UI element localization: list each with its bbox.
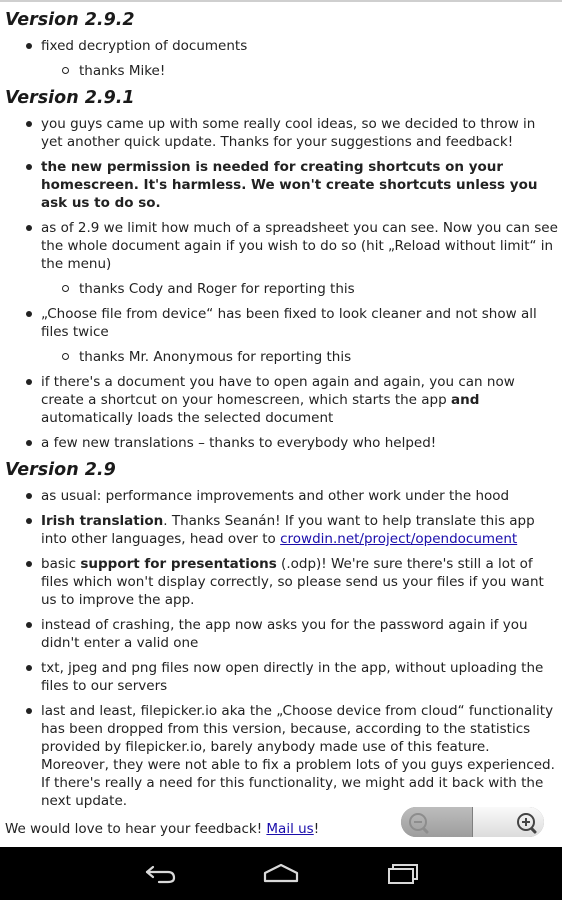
item-text: „Choose file from device“ has been fixed to look cleaner and not show all files twice — [41, 306, 537, 340]
version-heading: Version 2.9.2 — [5, 10, 135, 30]
recent-apps-icon — [381, 855, 421, 891]
recent-apps-button[interactable] — [366, 855, 436, 891]
changelog-list — [0, 115, 562, 452]
zoom-out-button[interactable] — [401, 807, 473, 837]
feedback-line — [5, 820, 319, 838]
changelog-item — [0, 115, 562, 151]
back-button[interactable] — [126, 855, 196, 891]
bullet-icon — [26, 708, 32, 714]
changelog-item — [0, 702, 562, 810]
changelog-item — [0, 512, 562, 548]
changelog-item — [0, 434, 562, 452]
changelog-item — [0, 659, 562, 695]
home-icon — [261, 855, 301, 891]
bullet-icon — [26, 121, 32, 127]
sub-item — [41, 348, 558, 366]
changelog-item — [0, 487, 562, 505]
changelog-item — [0, 373, 562, 427]
item-text: automatically loads the selected document — [41, 410, 334, 426]
bullet-icon — [26, 561, 32, 567]
bullet-icon — [26, 518, 32, 524]
back-icon — [141, 855, 181, 891]
mail-us-link[interactable]: Mail us — [266, 821, 314, 837]
zoom-out-icon — [409, 813, 427, 831]
circle-bullet-icon — [62, 67, 69, 74]
item-text: (.odp)! We're sure there's still a lot of files which won't display correctly, so please send us your files if you want us to improve the app. — [41, 556, 544, 608]
bullet-icon — [26, 225, 32, 231]
bullet-icon — [26, 493, 32, 499]
item-text-bold: the new permission is needed for creating shortcuts on your homescreen. It's harmless. We won't create shortcuts unless you ask us to do so. — [41, 159, 538, 211]
item-text-bold: Irish translation — [41, 513, 164, 529]
item-text: txt, jpeg and png files now open directly in the app, without uploading the files to our servers — [41, 660, 544, 694]
item-text: as usual: performance improvements and other work under the hood — [41, 488, 510, 504]
item-text: basic — [41, 556, 81, 572]
crowdin-link[interactable]: crowdin.net/project/opendocument — [280, 531, 518, 547]
feedback-text: We would love to hear your feedback! — [5, 821, 267, 837]
changelog-item — [0, 616, 562, 652]
changelog-item — [0, 555, 562, 609]
bullet-icon — [26, 164, 32, 170]
sub-list — [41, 62, 558, 80]
changelog-item — [0, 219, 562, 298]
item-text: . Thanks Seanán! If you want to help translate this app into other languages, head over to — [41, 513, 535, 547]
feedback-suffix: ! — [313, 821, 320, 837]
item-text: if there's a document you have to open again and again, you can now create a shortcut on your homescreen, which starts the app — [41, 374, 515, 408]
changelog-list — [0, 37, 562, 80]
item-text: last and least, filepicker.io aka the „Choose device from cloud“ functionality has been dropped from this version, because, according to the statistics provided by filepicker.io, barely anybody made use of this feature. Moreover, they were not able to fix a problem lots of you guys experienced. If there's really a need for this functionality, we might add it back with the next update. — [41, 703, 555, 809]
item-text-bold: and — [450, 392, 480, 408]
home-button[interactable] — [246, 855, 316, 891]
sub-item — [41, 280, 558, 298]
sub-list — [41, 348, 558, 366]
item-text: as of 2.9 we limit how much of a spreadsheet you can see. Now you can see the whole document again if you wish to do so (hit „Reload without limit“ in the menu) — [41, 220, 558, 272]
sub-item-text: thanks Mr. Anonymous for reporting this — [79, 349, 352, 365]
bullet-icon — [26, 43, 32, 49]
zoom-in-icon — [517, 813, 535, 831]
changelog-item — [0, 37, 562, 80]
changelog-list — [0, 487, 562, 810]
item-text: a few new translations – thanks to everybody who helped! — [41, 435, 437, 451]
sub-list — [41, 280, 558, 298]
bullet-icon — [26, 665, 32, 671]
item-text: you guys came up with some really cool ideas, so we decided to throw in yet another quick update. Thanks for your suggestions and feedback! — [41, 116, 536, 150]
circle-bullet-icon — [62, 285, 69, 292]
bullet-icon — [26, 311, 32, 317]
bullet-icon — [26, 622, 32, 628]
sub-item — [41, 62, 558, 80]
sub-item-text: thanks Mike! — [79, 63, 166, 79]
bullet-icon — [26, 440, 32, 446]
navigation-bar — [0, 847, 562, 900]
changelog-item — [0, 305, 562, 366]
version-heading: Version 2.9.1 — [5, 88, 135, 108]
changelog-content[interactable] — [0, 2, 562, 847]
bullet-icon — [26, 379, 32, 385]
item-text-bold: support for presentations — [80, 556, 277, 572]
circle-bullet-icon — [62, 353, 69, 360]
sub-item-text: thanks Cody and Roger for reporting this — [79, 281, 355, 297]
zoom-in-button[interactable] — [473, 807, 544, 837]
item-text: instead of crashing, the app now asks you for the password again if you didn't enter a valid one — [41, 617, 528, 651]
item-text: fixed decryption of documents — [41, 38, 248, 54]
version-heading: Version 2.9 — [5, 460, 116, 480]
zoom-control — [401, 807, 544, 837]
changelog-item — [0, 158, 562, 212]
